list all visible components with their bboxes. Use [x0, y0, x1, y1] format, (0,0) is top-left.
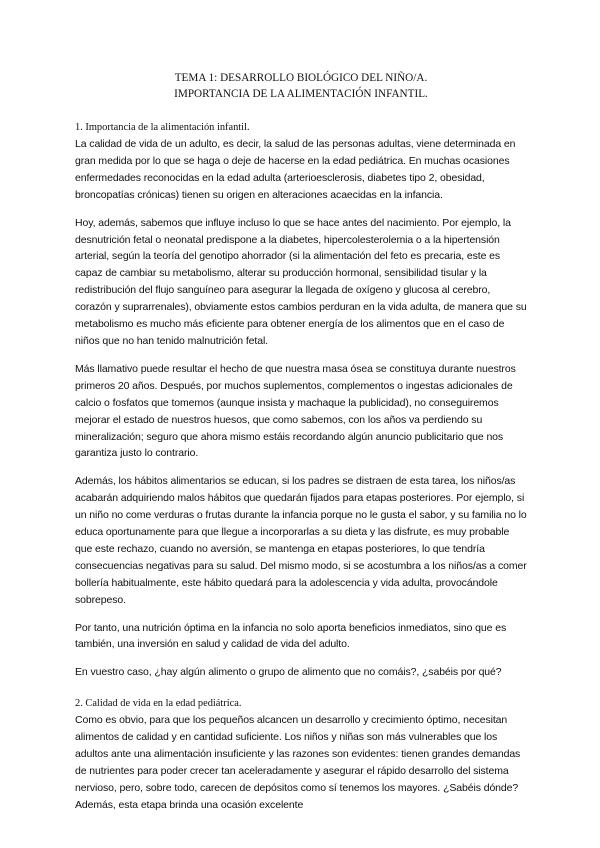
- title-line-2: IMPORTANCIA DE LA ALIMENTACIÓN INFANTIL.: [174, 88, 428, 100]
- section-1-paragraph-2: Hoy, además, sabemos que influye incluso lo que se hace antes del nacimiento. Por ejemplo, la desnutrición fetal o neonatal predispone a la diabetes, hipercolesterolemia o a la hipertensión arterial, según la teoría del genotipo ahorrador (si la alimentación del feto es precaria, este es capaz de cambiar su metabolismo, alterar su producción hormonal, sensibilidad tisular y la redistribución del flujo sanguíneo para asegurar la llegada de oxígeno y glucosa al cerebro, corazón y suprarrenales), obviamente estos cambios perduran en la vida adulta, de manera que su metabolismo es mucho más eficiente para obtener energía de los alimentos que en el caso de niños que no han tenido malnutrición fetal.: [75, 216, 527, 347]
- section-2-heading: 2. Calidad de vida en la edad pediátrica.: [75, 698, 242, 710]
- section-1-paragraph-6: En vuestro caso, ¿hay algún alimento o grupo de alimento que no comáis?, ¿sabéis por qué?: [75, 666, 502, 679]
- section-1-paragraph-1: La calidad de vida de un adulto, es decir, la salud de las personas adultas, viene determinada en gran medida por lo que se haga o deje de hacerse en la edad pediátrica. En muchas ocasiones enfermedades reconocidas en la edad adulta (arterioesclerosis, diabetes tipo 2, obesidad, broncopatías crónicas) tienen su origen en alteraciones acaecidas en la infancia.: [75, 138, 516, 201]
- section-1-heading: 1. Importancia de la alimentación infantil.: [75, 122, 250, 133]
- title-line-1: TEMA 1: DESARROLLO BIOLÓGICO DEL NIÑO/A.: [174, 72, 428, 84]
- section-1-paragraph-5: Por tanto, una nutrición óptima en la infancia no solo aporta beneficios inmediatos, sino que es también, una inversión en salud y calidad de vida del adulto.: [75, 621, 507, 651]
- document-title: [75, 70, 527, 102]
- section-2-paragraph-1: Como es obvio, para que los pequeños alcancen un desarrollo y crecimiento óptimo, necesitan alimentos de calidad y en cantidad suficiente. Los niños y niñas son más vulnerables que los adultos ante una alimentación insuficiente y las razones son evidentes: tienen grandes demandas de nutrientes para poder crecer tan aceleradamente y asegurar el rápido desarrollo del sistema nervioso, pero, sobre todo, carecen de depósitos como sí tenemos los mayores. ¿Sabéis dónde? Además, esta etapa brinda una ocasión excelente: [75, 714, 521, 811]
- section-1-paragraph-4: Además, los hábitos alimentarios se educan, si los padres se distraen de esta tarea, los niños/as acabarán adquiriendo malos hábitos que quedarán fijados para etapas posteriores. Por ejemplo, si un niño no come verduras o frutas durante la infancia porque no le gusta el sabor, y su familia no lo educa oportunamente para que llegue a incorporarlas a su dieta y las disfrute, es muy probable que este rechazo, cuando no aversión, se mantenga en etapas posteriores, lo que tendría consecuencias negativas para su salud. Del mismo modo, si se acostumbra a los niños/as a comer bollería habitualmente, este hábito quedará para la adolescencia y vida adulta, provocándole sobrepeso.: [75, 475, 527, 606]
- section-1-paragraph-3: Más llamativo puede resultar el hecho de que nuestra masa ósea se constituya durante nuestros primeros 20 años. Después, por muchos suplementos, complementos o ingestas adicionales de calcio o fosfatos que tomemos (aunque insista y machaque la publicidad), no conseguiremos mejorar el estado de nuestros huesos, que como sabemos, con los años va perdiendo su mineralización; seguro que ahora mismo estáis recordando algún anuncio publicitario que nos garantiza justo lo contrario.: [75, 362, 516, 460]
